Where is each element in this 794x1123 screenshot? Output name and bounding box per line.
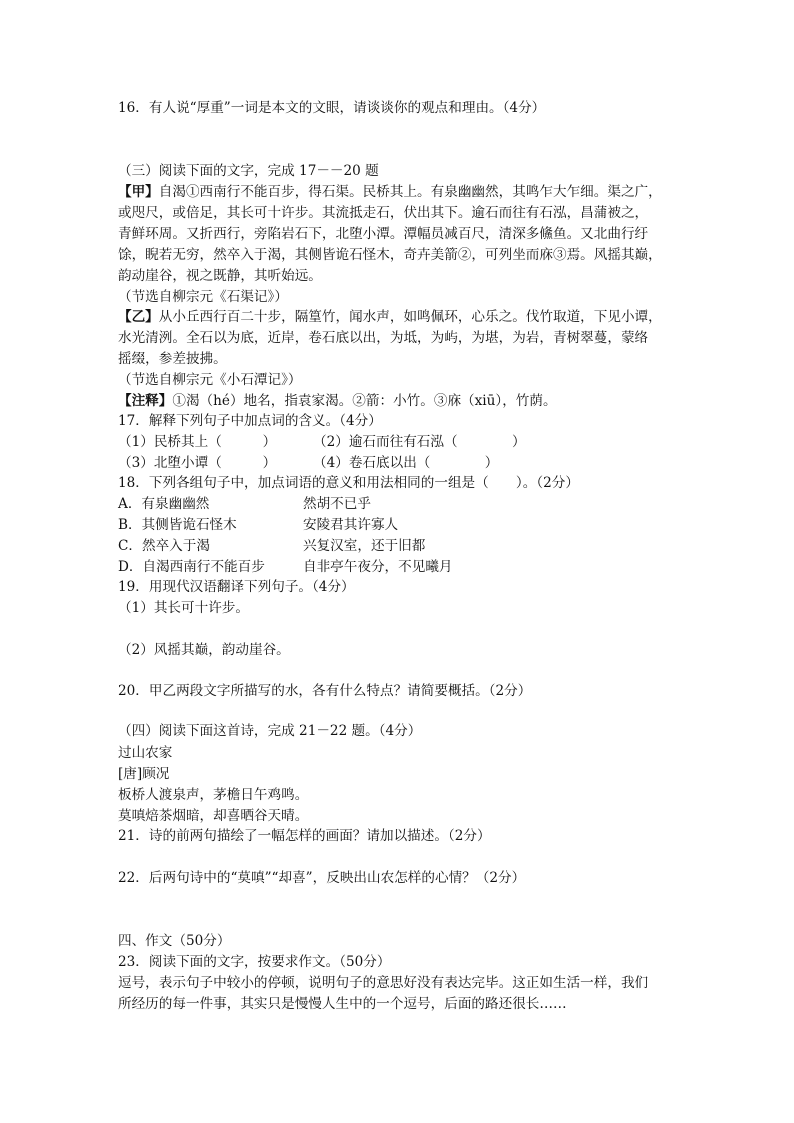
question-17-item-4: （4）卷石底以出（ ）: [313, 455, 499, 471]
poem-line-1: 板桥人渡泉声，茅檐日午鸡鸣。: [118, 787, 309, 803]
question-19-item-2: （2）风摇其巅，韵动崖谷。: [118, 642, 290, 658]
passage-jia-line-3: 青鲜环周。又折西行，旁陷岩石下，北堕小潭。潭幅员减百尺，清深多鯈鱼。又北曲行纡: [118, 226, 649, 242]
passage-yi-source: （节选自柳宗元《小石潭记》）: [118, 372, 302, 388]
annotation-note: 【注释】①渴（hé）地名，指袁家渴。②箭：小竹。③庥（xiū），竹荫。: [118, 393, 557, 409]
passage-yi-line-1: 【乙】从小丘西行百二十步，隔篁竹，闻水声，如鸣佩环，心乐之。伐竹取道，下见小谭，: [118, 309, 662, 325]
section-3-heading: （三）阅读下面的文字，完成 17－－20 题: [118, 163, 379, 179]
question-22: 22．后两句诗中的“莫嗔”“却喜”，反映出山农怎样的心情？（2分）: [118, 870, 526, 886]
question-18-option-a-right: 然胡不已乎: [303, 496, 371, 512]
question-21: 21．诗的前两句描绘了一幅怎样的画面？请加以描述。（2分）: [118, 828, 491, 844]
question-16: 16．有人说“厚重”一词是本文的文眼，请谈谈你的观点和理由。（4分）: [118, 100, 546, 116]
poem-author: [唐]顾况: [118, 766, 170, 782]
composition-prompt-line-2: 所经历的每一件事，其实只是慢慢人生中的一个逗号，后面的路还很长……: [118, 996, 567, 1012]
poem-line-2: 莫嗔焙茶烟暗，却喜晒谷天晴。: [118, 808, 309, 824]
passage-jia-line-1: 【甲】自渴①西南行不能百步，得石渠。民桥其上。有泉幽幽然，其鸣乍大乍细。渠之广，: [118, 184, 662, 200]
composition-prompt-line-1: 逗号，表示句子中较小的停顿，说明句子的意思好没有表达完毕。这正如生活一样，我们: [118, 975, 649, 991]
question-23: 23．阅读下面的文字，按要求作文。（50分）: [118, 954, 391, 970]
question-20: 20．甲乙两段文字所描写的水，各有什么特点？请简要概括。（2分）: [118, 683, 532, 699]
question-17-title: 17．解释下列句子中加点词的含义。（4分）: [118, 413, 382, 429]
passage-jia-line-2: 或咫尺，或倍足，其长可十许步。其流抵走石，伏出其下。逾石而往有石泓，昌蒲被之，: [118, 205, 649, 221]
annotation-label: 【注释】: [118, 393, 173, 409]
question-17-item-1: （1）民桥其上（ ）: [118, 434, 277, 450]
passage-yi-line-2: 水光清洌。全石以为底，近岸，卷石底以出，为坻，为屿，为堪，为岩，青树翠蔓，蒙络: [118, 330, 649, 346]
composition-heading: 四、作文（50分）: [118, 933, 231, 949]
question-18-option-a-left: A．有泉幽幽然: [118, 496, 210, 512]
question-18-option-b-left: B．其侧皆诡石怪木: [118, 517, 237, 533]
question-18-option-d-right: 自非亭午夜分，不见曦月: [303, 559, 453, 575]
passage-jia-line-5: 韵动崖谷，视之既静，其听始远。: [118, 268, 322, 284]
passage-yi-label: 【乙】: [118, 309, 159, 325]
question-18-title: 18．下列各组句子中，加点词语的意义和用法相同的一组是（ ）。（2分）: [118, 475, 579, 491]
question-19-title: 19．用现代汉语翻译下列句子。（4分）: [118, 579, 355, 595]
question-17-item-2: （2）逾石而往有石泓（ ）: [313, 434, 526, 450]
passage-jia-source: （节选自柳宗元《石渠记》）: [118, 289, 288, 305]
question-18-option-c-right: 兴复汉室，还于旧都: [303, 538, 426, 554]
section-4-heading: （四）阅读下面这首诗，完成 21－22 题。（4分）: [118, 723, 422, 739]
question-18-option-b-right: 安陵君其许寡人: [303, 517, 399, 533]
question-17-item-3: （3）北堕小谭（ ）: [118, 455, 277, 471]
passage-jia-label: 【甲】: [118, 184, 159, 200]
question-18-option-c-left: C．然卒入于渴: [118, 538, 210, 554]
passage-jia-line-4: 馀，睨若无穷，然卒入于渴，其侧皆诡石怪木，奇卉美箭②，可列坐而庥③焉。风摇其巅，: [118, 247, 662, 263]
question-18-option-d-left: D．自渴西南行不能百步: [118, 559, 265, 575]
passage-yi-line-3: 摇缀，参差披拂。: [118, 351, 227, 367]
question-19-item-1: （1）其长可十许步。: [118, 600, 249, 616]
poem-title: 过山农家: [118, 745, 173, 761]
